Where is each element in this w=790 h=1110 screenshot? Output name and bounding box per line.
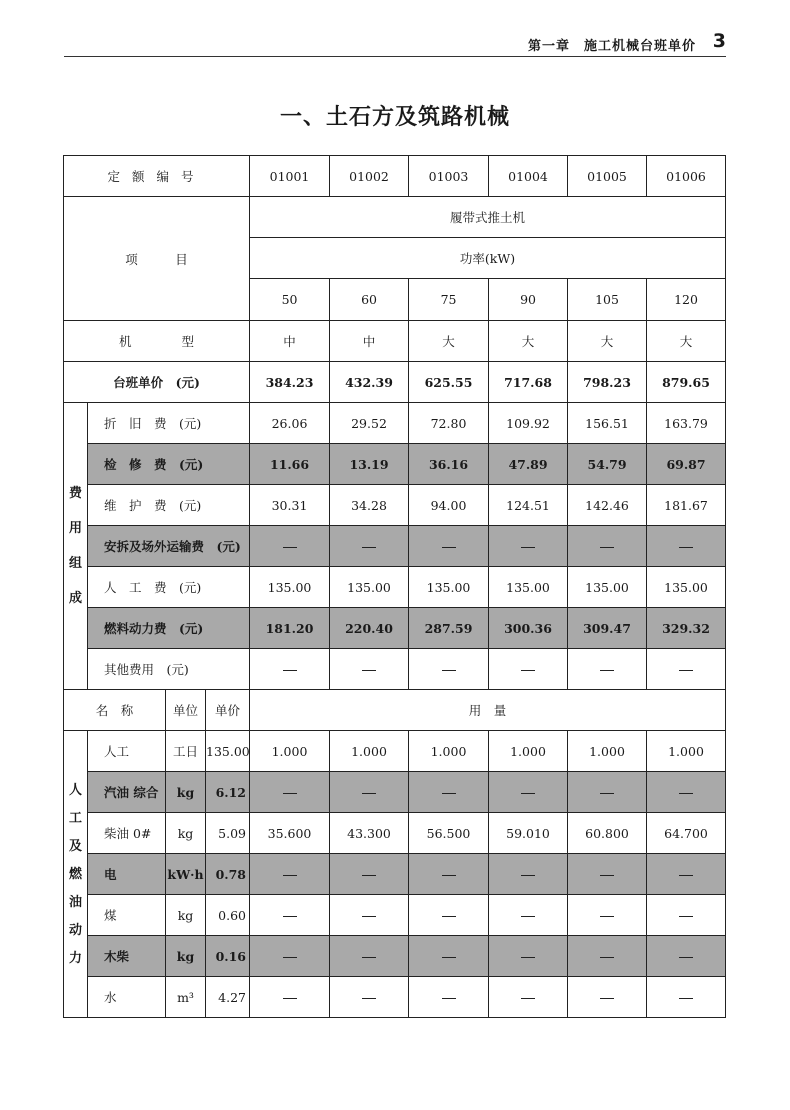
dash-mark bbox=[600, 998, 614, 999]
dash-mark bbox=[521, 793, 535, 794]
dash-mark bbox=[679, 916, 693, 917]
dash-mark bbox=[283, 875, 297, 876]
value-cell: 60.800 bbox=[568, 813, 647, 854]
value-cell bbox=[409, 526, 489, 567]
item-label: 项 目 bbox=[64, 197, 250, 321]
value-cell: 142.46 bbox=[568, 485, 647, 526]
dash-mark bbox=[283, 916, 297, 917]
value-cell bbox=[647, 649, 726, 690]
value-cell: 1.000 bbox=[330, 731, 409, 772]
section-title: 一、土石方及筑路机械 bbox=[279, 104, 510, 130]
value-cell: 135.00 bbox=[647, 567, 726, 608]
power-cell: 60 bbox=[330, 279, 409, 321]
value-cell: 43.300 bbox=[330, 813, 409, 854]
fuel-unit: 工日 bbox=[166, 731, 206, 772]
dash-mark bbox=[679, 875, 693, 876]
dash-mark bbox=[442, 793, 456, 794]
fuel-name: 煤 bbox=[88, 895, 166, 936]
fuel-group-char: 及 bbox=[68, 838, 82, 854]
model-cell: 中 bbox=[330, 321, 409, 362]
power-cell: 90 bbox=[489, 279, 568, 321]
cost-label: 维 护 费 (元) bbox=[88, 485, 250, 526]
cost-row bbox=[64, 567, 726, 608]
fuel-group-label bbox=[64, 731, 88, 1018]
value-cell bbox=[489, 936, 568, 977]
unit-price-cell: 798.23 bbox=[568, 362, 647, 403]
power-label: 功率(kW) bbox=[250, 238, 726, 279]
value-cell: 47.89 bbox=[489, 444, 568, 485]
value-cell: 181.20 bbox=[250, 608, 330, 649]
value-cell bbox=[489, 854, 568, 895]
cost-row bbox=[64, 608, 726, 649]
value-cell: 1.000 bbox=[409, 731, 489, 772]
value-cell bbox=[568, 977, 647, 1018]
dash-mark bbox=[442, 998, 456, 999]
value-cell: 124.51 bbox=[489, 485, 568, 526]
code-cell: 01006 bbox=[647, 156, 726, 197]
fuel-unit: kg bbox=[166, 772, 206, 813]
usage-label: 用 量 bbox=[250, 690, 726, 731]
dash-mark bbox=[283, 670, 297, 671]
cost-row bbox=[64, 526, 726, 567]
model-label: 机 型 bbox=[64, 321, 250, 362]
fuel-name: 水 bbox=[88, 977, 166, 1018]
power-cell: 120 bbox=[647, 279, 726, 321]
value-cell bbox=[409, 977, 489, 1018]
value-cell: 56.500 bbox=[409, 813, 489, 854]
dash-mark bbox=[283, 547, 297, 548]
value-cell bbox=[568, 649, 647, 690]
value-cell bbox=[250, 854, 330, 895]
fuel-row bbox=[64, 854, 726, 895]
chapter-title: 第一章 施工机械台班单价 bbox=[527, 39, 696, 54]
value-cell bbox=[330, 526, 409, 567]
dash-mark bbox=[521, 998, 535, 999]
dash-mark bbox=[521, 916, 535, 917]
power-cell: 105 bbox=[568, 279, 647, 321]
value-cell: 287.59 bbox=[409, 608, 489, 649]
dash-mark bbox=[442, 957, 456, 958]
value-cell: 156.51 bbox=[568, 403, 647, 444]
value-cell bbox=[647, 772, 726, 813]
value-cell bbox=[489, 977, 568, 1018]
power-cell: 75 bbox=[409, 279, 489, 321]
value-cell: 135.00 bbox=[489, 567, 568, 608]
value-cell: 109.92 bbox=[489, 403, 568, 444]
value-cell bbox=[647, 977, 726, 1018]
value-cell bbox=[409, 649, 489, 690]
fuel-unit: kg bbox=[166, 936, 206, 977]
value-cell: 36.16 bbox=[409, 444, 489, 485]
fuel-name: 柴油 0# bbox=[88, 813, 166, 854]
value-cell bbox=[330, 977, 409, 1018]
value-cell: 30.31 bbox=[250, 485, 330, 526]
fuel-group-char: 燃 bbox=[68, 866, 82, 882]
value-cell: 163.79 bbox=[647, 403, 726, 444]
value-cell bbox=[250, 895, 330, 936]
fuel-price: 0.16 bbox=[206, 936, 250, 977]
dash-mark bbox=[600, 875, 614, 876]
code-cell: 01004 bbox=[489, 156, 568, 197]
dash-mark bbox=[600, 670, 614, 671]
cost-row bbox=[64, 649, 726, 690]
model-row bbox=[64, 321, 726, 362]
value-cell: 135.00 bbox=[409, 567, 489, 608]
value-cell: 94.00 bbox=[409, 485, 489, 526]
value-cell: 64.700 bbox=[647, 813, 726, 854]
value-cell bbox=[489, 895, 568, 936]
cost-group-char: 组 bbox=[68, 556, 82, 571]
value-cell: 69.87 bbox=[647, 444, 726, 485]
fuel-row bbox=[64, 936, 726, 977]
value-cell bbox=[489, 772, 568, 813]
fuel-price: 6.12 bbox=[206, 772, 250, 813]
dash-mark bbox=[362, 998, 376, 999]
value-cell bbox=[250, 977, 330, 1018]
fuel-row bbox=[64, 813, 726, 854]
value-cell: 72.80 bbox=[409, 403, 489, 444]
unit-price-cell: 625.55 bbox=[409, 362, 489, 403]
fuel-group-char: 力 bbox=[68, 950, 82, 966]
value-cell: 135.00 bbox=[568, 567, 647, 608]
code-cell: 01005 bbox=[568, 156, 647, 197]
machine-name-row bbox=[64, 197, 726, 238]
fuel-row bbox=[64, 977, 726, 1018]
fuel-unit: kg bbox=[166, 813, 206, 854]
fuel-unit: kg bbox=[166, 895, 206, 936]
dash-mark bbox=[442, 875, 456, 876]
value-cell bbox=[647, 526, 726, 567]
code-cell: 01003 bbox=[409, 156, 489, 197]
model-cell: 大 bbox=[568, 321, 647, 362]
fuel-group-char: 工 bbox=[68, 810, 82, 826]
value-cell: 34.28 bbox=[330, 485, 409, 526]
value-cell: 59.010 bbox=[489, 813, 568, 854]
price-label: 单价 bbox=[206, 690, 250, 731]
code-row bbox=[64, 156, 726, 197]
fuel-group-char: 人 bbox=[68, 782, 82, 798]
value-cell: 13.19 bbox=[330, 444, 409, 485]
fuel-unit: kW·h bbox=[166, 854, 206, 895]
dash-mark bbox=[600, 793, 614, 794]
page-number: 3 bbox=[712, 30, 726, 52]
model-cell: 中 bbox=[250, 321, 330, 362]
cost-label: 安拆及场外运输费 (元) bbox=[88, 526, 250, 567]
cost-group-char: 费 bbox=[68, 486, 82, 501]
fuel-name: 人工 bbox=[88, 731, 166, 772]
fuel-group-char: 油 bbox=[68, 894, 82, 910]
cost-label: 人 工 费 (元) bbox=[88, 567, 250, 608]
fuel-name: 木柴 bbox=[88, 936, 166, 977]
value-cell bbox=[568, 895, 647, 936]
name-label: 名 称 bbox=[64, 690, 166, 731]
value-cell bbox=[489, 526, 568, 567]
value-cell bbox=[250, 649, 330, 690]
code-cell: 01001 bbox=[250, 156, 330, 197]
value-cell: 1.000 bbox=[250, 731, 330, 772]
cost-label: 检 修 费 (元) bbox=[88, 444, 250, 485]
dash-mark bbox=[521, 957, 535, 958]
unit-price-cell: 432.39 bbox=[330, 362, 409, 403]
value-cell bbox=[647, 936, 726, 977]
value-cell: 300.36 bbox=[489, 608, 568, 649]
dash-mark bbox=[362, 957, 376, 958]
dash-mark bbox=[679, 998, 693, 999]
fuel-unit: m³ bbox=[166, 977, 206, 1018]
fuel-name: 电 bbox=[88, 854, 166, 895]
dash-mark bbox=[521, 547, 535, 548]
value-cell bbox=[409, 772, 489, 813]
value-cell bbox=[330, 936, 409, 977]
value-cell: 220.40 bbox=[330, 608, 409, 649]
value-cell bbox=[409, 854, 489, 895]
cost-group-char: 成 bbox=[68, 591, 82, 606]
fuel-price: 0.78 bbox=[206, 854, 250, 895]
cost-label: 折 旧 费 (元) bbox=[88, 403, 250, 444]
dash-mark bbox=[362, 875, 376, 876]
fuel-row bbox=[64, 731, 726, 772]
value-cell: 181.67 bbox=[647, 485, 726, 526]
value-cell: 35.600 bbox=[250, 813, 330, 854]
model-cell: 大 bbox=[409, 321, 489, 362]
unit-price-cell: 384.23 bbox=[250, 362, 330, 403]
dash-mark bbox=[362, 547, 376, 548]
dash-mark bbox=[283, 957, 297, 958]
value-cell bbox=[568, 854, 647, 895]
value-cell: 1.000 bbox=[568, 731, 647, 772]
value-cell bbox=[250, 526, 330, 567]
value-cell: 309.47 bbox=[568, 608, 647, 649]
value-cell bbox=[568, 772, 647, 813]
unit-label: 单位 bbox=[166, 690, 206, 731]
dash-mark bbox=[600, 957, 614, 958]
dash-mark bbox=[362, 670, 376, 671]
fuel-name: 汽油 综合 bbox=[88, 772, 166, 813]
value-cell bbox=[330, 772, 409, 813]
value-cell: 54.79 bbox=[568, 444, 647, 485]
fuel-price: 4.27 bbox=[206, 977, 250, 1018]
dash-mark bbox=[679, 793, 693, 794]
value-cell: 26.06 bbox=[250, 403, 330, 444]
fuel-row bbox=[64, 772, 726, 813]
value-cell bbox=[330, 895, 409, 936]
dash-mark bbox=[600, 547, 614, 548]
value-cell bbox=[250, 772, 330, 813]
cost-row bbox=[64, 444, 726, 485]
value-cell: 135.00 bbox=[250, 567, 330, 608]
unit-price-row bbox=[64, 362, 726, 403]
value-cell bbox=[409, 895, 489, 936]
value-cell: 29.52 bbox=[330, 403, 409, 444]
dash-mark bbox=[362, 793, 376, 794]
dash-mark bbox=[362, 916, 376, 917]
unit-price-cell: 879.65 bbox=[647, 362, 726, 403]
dash-mark bbox=[442, 547, 456, 548]
dash-mark bbox=[442, 916, 456, 917]
value-cell bbox=[409, 936, 489, 977]
dash-mark bbox=[283, 998, 297, 999]
power-cell: 50 bbox=[250, 279, 330, 321]
value-cell bbox=[330, 649, 409, 690]
fuel-group-char: 动 bbox=[68, 922, 82, 938]
value-cell: 1.000 bbox=[489, 731, 568, 772]
fuel-price: 5.09 bbox=[206, 813, 250, 854]
unit-price-cell: 717.68 bbox=[489, 362, 568, 403]
cost-label: 燃料动力费 (元) bbox=[88, 608, 250, 649]
cost-row bbox=[64, 485, 726, 526]
dash-mark bbox=[679, 547, 693, 548]
value-cell: 329.32 bbox=[647, 608, 726, 649]
value-cell bbox=[568, 936, 647, 977]
value-cell bbox=[647, 895, 726, 936]
fuel-price: 0.60 bbox=[206, 895, 250, 936]
value-cell bbox=[489, 649, 568, 690]
model-cell: 大 bbox=[647, 321, 726, 362]
dash-mark bbox=[521, 875, 535, 876]
running-head bbox=[64, 30, 726, 57]
unit-price-label: 台班单价 (元) bbox=[64, 362, 250, 403]
dash-mark bbox=[521, 670, 535, 671]
dash-mark bbox=[600, 916, 614, 917]
code-label: 定额编号 bbox=[64, 156, 250, 197]
value-cell bbox=[568, 526, 647, 567]
code-cell: 01002 bbox=[330, 156, 409, 197]
dash-mark bbox=[679, 670, 693, 671]
cost-label: 其他费用 (元) bbox=[88, 649, 250, 690]
value-cell bbox=[647, 854, 726, 895]
value-cell bbox=[250, 936, 330, 977]
dash-mark bbox=[442, 670, 456, 671]
dash-mark bbox=[679, 957, 693, 958]
machine-quota-table bbox=[63, 155, 726, 1018]
value-cell: 11.66 bbox=[250, 444, 330, 485]
fuel-row bbox=[64, 895, 726, 936]
value-cell: 1.000 bbox=[647, 731, 726, 772]
dash-mark bbox=[283, 793, 297, 794]
value-cell: 135.00 bbox=[330, 567, 409, 608]
cost-row bbox=[64, 403, 726, 444]
cost-group-char: 用 bbox=[68, 521, 82, 536]
model-cell: 大 bbox=[489, 321, 568, 362]
machine-name: 履带式推土机 bbox=[250, 197, 726, 238]
fuel-price: 135.00 bbox=[206, 731, 250, 772]
value-cell bbox=[330, 854, 409, 895]
usage-header-row bbox=[64, 690, 726, 731]
cost-group-label bbox=[64, 403, 88, 690]
